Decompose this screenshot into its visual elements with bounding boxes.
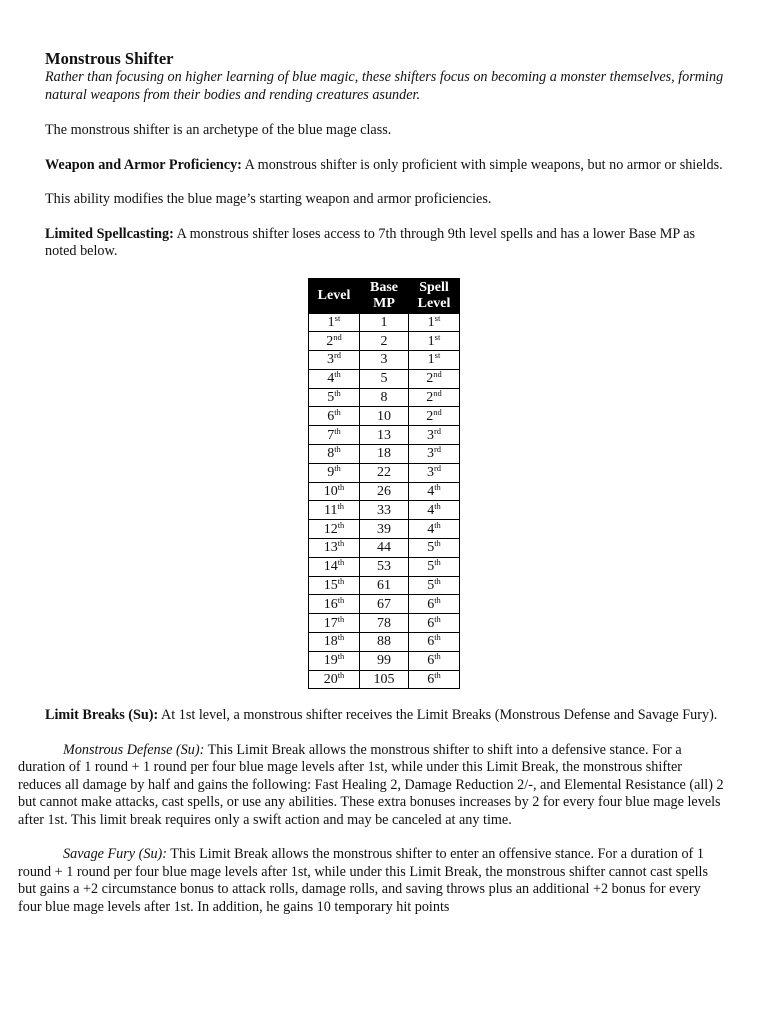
cell-level-suffix: st — [334, 312, 341, 323]
cell-level-suffix: th — [334, 369, 341, 380]
cell-spell-level — [409, 557, 460, 576]
cell-level — [309, 369, 360, 388]
cell-spell-level-value: 2 — [426, 408, 434, 424]
cell-level-suffix: th — [337, 519, 345, 530]
cell-spell-level-value: 6 — [427, 615, 435, 631]
limit-breaks-text: At 1st level, a monstrous shifter receives the Limit Breaks (Monstrous Defense and Savage Fury). — [158, 707, 718, 724]
cell-base-mp — [360, 633, 409, 652]
cell-level-value: 6 — [327, 408, 335, 424]
cell-level-suffix: th — [337, 632, 345, 643]
mp-table-wrapper — [45, 278, 725, 690]
cell-base-mp — [360, 369, 409, 388]
cell-spell-level — [409, 426, 460, 445]
page-title: Monstrous Shifter — [45, 49, 174, 68]
cell-base-mp-value: 13 — [377, 427, 391, 443]
cell-spell-level — [409, 388, 460, 407]
cell-base-mp — [360, 388, 409, 407]
cell-level-suffix: th — [334, 388, 341, 399]
cell-base-mp — [360, 463, 409, 482]
cell-spell-level-suffix: rd — [433, 463, 442, 474]
spellcasting-label: Limited Spellcasting: — [45, 225, 174, 242]
cell-spell-level-value: 1 — [427, 352, 435, 368]
cell-base-mp-value: 67 — [377, 596, 391, 612]
table-header-row — [309, 278, 460, 313]
cell-spell-level — [409, 463, 460, 482]
cell-level-suffix: th — [337, 670, 345, 681]
table-row — [309, 651, 460, 670]
monstrous-defense-label: Monstrous Defense (Su): — [63, 741, 205, 758]
intro-text: Rather than focusing on higher learning of blue magic, these shifters focus on becoming a monster themselves, forming natural weapons from their bodies and rending creatures asunder. — [45, 69, 724, 103]
weapon-proficiency-text: A monstrous shifter is only proficient with simple weapons, but no armor or shields. — [241, 156, 723, 173]
table-row — [309, 633, 460, 652]
cell-base-mp-value: 99 — [377, 653, 391, 669]
cell-base-mp — [360, 332, 409, 351]
limit-breaks-paragraph — [45, 707, 725, 725]
table-row — [309, 351, 460, 370]
cell-level — [309, 557, 360, 576]
cell-spell-level-value: 6 — [427, 634, 435, 650]
monstrous-defense-text: This Limit Break allows the monstrous shifter to shift into a defensive stance. For a duration of 1 round + 1 round per four blue mage levels after 1st, while under this Limit Break, the monstrous shifter reduces all damage by half and gains the following: Fast Healing 2, Damage Reduction 2/-, and Elemental Resistance (all) 2 but cannot make attacks, cast spells, or use any abilities. These extra bonuses increases by 2 for every four blue mage levels after 1st. This limit break requires only a swift action and may be canceled at any time. — [18, 741, 724, 828]
cell-level-suffix: th — [337, 557, 345, 568]
cell-level-value: 14 — [323, 559, 338, 575]
weapon-proficiency-paragraph — [45, 157, 725, 175]
cell-level-value: 7 — [327, 427, 335, 443]
limit-breaks-label: Limit Breaks (Su): — [45, 707, 159, 724]
cell-level — [309, 445, 360, 464]
cell-base-mp — [360, 426, 409, 445]
cell-base-mp — [360, 501, 409, 520]
cell-spell-level-value: 5 — [427, 540, 435, 556]
cell-level — [309, 651, 360, 670]
cell-level-value: 18 — [323, 634, 338, 650]
table-row — [309, 332, 460, 351]
cell-level-value: 3 — [326, 352, 334, 368]
spellcasting-text: A monstrous shifter loses access to 7th through 9th level spells and has a lower Base MP as noted below. — [45, 225, 696, 259]
cell-spell-level — [409, 614, 460, 633]
cell-spell-level-suffix: th — [434, 670, 441, 681]
cell-spell-level — [409, 595, 460, 614]
table-row — [309, 313, 460, 332]
cell-base-mp-value: 105 — [373, 672, 395, 688]
cell-spell-level-suffix: nd — [433, 406, 442, 417]
cell-spell-level-suffix: rd — [433, 444, 442, 455]
cell-base-mp-value: 26 — [377, 484, 391, 500]
cell-base-mp-value: 10 — [377, 408, 391, 424]
cell-base-mp — [360, 670, 409, 689]
cell-level — [309, 520, 360, 539]
cell-level-value: 12 — [323, 521, 338, 537]
cell-level-value: 11 — [323, 502, 338, 518]
cell-level-value: 19 — [323, 653, 338, 669]
cell-level — [309, 670, 360, 689]
cell-base-mp — [360, 539, 409, 558]
cell-base-mp — [360, 557, 409, 576]
cell-level-value: 15 — [323, 578, 338, 594]
cell-spell-level — [409, 351, 460, 370]
cell-spell-level — [409, 651, 460, 670]
cell-spell-level — [409, 369, 460, 388]
cell-spell-level-suffix: th — [434, 613, 441, 624]
cell-spell-level — [409, 539, 460, 558]
cell-spell-level-suffix: st — [434, 312, 441, 323]
cell-level-value: 1 — [327, 314, 335, 330]
cell-spell-level-value: 5 — [427, 578, 435, 594]
cell-level-value: 20 — [323, 672, 338, 688]
cell-base-mp-value: 18 — [377, 446, 391, 462]
cell-level — [309, 482, 360, 501]
cell-spell-level — [409, 501, 460, 520]
cell-spell-level-value: 3 — [426, 465, 434, 481]
cell-base-mp — [360, 482, 409, 501]
cell-spell-level — [409, 633, 460, 652]
table-row — [309, 557, 460, 576]
cell-level-suffix: th — [334, 406, 341, 417]
cell-spell-level-suffix: th — [434, 538, 441, 549]
cell-level-value: 4 — [327, 371, 335, 387]
cell-spell-level-suffix: th — [434, 576, 441, 587]
cell-level — [309, 576, 360, 595]
cell-base-mp-value: 2 — [380, 333, 388, 349]
cell-level-suffix: th — [334, 444, 341, 455]
cell-base-mp-value: 5 — [380, 371, 388, 387]
cell-base-mp — [360, 407, 409, 426]
cell-base-mp — [360, 351, 409, 370]
cell-spell-level-value: 4 — [427, 502, 435, 518]
monstrous-defense-paragraph — [18, 742, 725, 830]
table-row — [309, 426, 460, 445]
cell-spell-level-suffix: th — [434, 519, 441, 530]
cell-spell-level-suffix: st — [434, 331, 441, 342]
table-row — [309, 463, 460, 482]
cell-base-mp — [360, 614, 409, 633]
cell-spell-level — [409, 407, 460, 426]
cell-level — [309, 351, 360, 370]
weapon-proficiency-label: Weapon and Armor Proficiency: — [45, 156, 242, 173]
cell-base-mp — [360, 576, 409, 595]
table-row — [309, 388, 460, 407]
cell-spell-level — [409, 670, 460, 689]
cell-spell-level-value: 6 — [427, 596, 435, 612]
cell-level-suffix: th — [337, 594, 345, 605]
cell-level-value: 8 — [327, 446, 335, 462]
cell-spell-level-suffix: nd — [433, 388, 442, 399]
cell-level — [309, 614, 360, 633]
cell-spell-level-value: 1 — [427, 333, 435, 349]
cell-spell-level-value: 6 — [427, 653, 435, 669]
cell-base-mp-value: 61 — [377, 578, 391, 594]
cell-spell-level-value: 4 — [427, 521, 435, 537]
cell-spell-level-suffix: th — [434, 557, 441, 568]
cell-level-suffix: th — [334, 463, 341, 474]
cell-base-mp-value: 33 — [377, 502, 391, 518]
cell-spell-level — [409, 576, 460, 595]
cell-level — [309, 501, 360, 520]
cell-base-mp — [360, 595, 409, 614]
document-page — [18, 49, 725, 933]
table-row — [309, 614, 460, 633]
cell-level-suffix: th — [337, 482, 345, 493]
table-row — [309, 539, 460, 558]
cell-level — [309, 539, 360, 558]
cell-spell-level-value: 3 — [426, 427, 434, 443]
cell-base-mp — [360, 520, 409, 539]
cell-spell-level-suffix: th — [434, 632, 441, 643]
cell-base-mp-value: 53 — [377, 559, 391, 575]
cell-level-suffix: th — [337, 538, 345, 549]
cell-spell-level — [409, 332, 460, 351]
table-row — [309, 501, 460, 520]
cell-level — [309, 463, 360, 482]
cell-spell-level-value: 5 — [427, 559, 435, 575]
cell-level — [309, 407, 360, 426]
cell-base-mp-value: 1 — [380, 314, 388, 330]
cell-level — [309, 388, 360, 407]
cell-level-suffix: th — [337, 500, 345, 511]
cell-level — [309, 332, 360, 351]
savage-fury-text: This Limit Break allows the monstrous shifter to enter an offensive stance. For a duration of 1 round + 1 round per four blue mage levels after 1st, while under this Limit Break, the monstrous shifter cannot cast spells but gains a +2 circumstance bonus to attack rolls, damage rolls, and saving throws plus an additional +2 bonus for every four blue mage levels after 1st. In addition, he gains 10 temporary hit points — [18, 846, 709, 915]
cell-spell-level-value: 2 — [426, 371, 434, 387]
table-row — [309, 520, 460, 539]
cell-base-mp-value: 22 — [377, 465, 391, 481]
table-row — [309, 670, 460, 689]
cell-spell-level — [409, 313, 460, 332]
cell-level-value: 9 — [327, 465, 335, 481]
cell-level-value: 13 — [323, 540, 338, 556]
cell-base-mp — [360, 651, 409, 670]
spellcasting-paragraph — [45, 226, 725, 261]
cell-spell-level-suffix: rd — [433, 425, 442, 436]
cell-base-mp-value: 44 — [377, 540, 391, 556]
cell-level-value: 10 — [323, 484, 338, 500]
cell-level-suffix: th — [337, 651, 345, 662]
table-row — [309, 482, 460, 501]
cell-spell-level-value: 2 — [426, 390, 434, 406]
table-body — [309, 313, 460, 689]
modifies-note: This ability modifies the blue mage’s starting weapon and armor proficiencies. — [45, 191, 492, 207]
savage-fury-paragraph — [18, 846, 725, 916]
header-level: Level — [309, 278, 360, 313]
cell-spell-level — [409, 520, 460, 539]
cell-level-suffix: rd — [333, 350, 342, 361]
cell-base-mp-value: 78 — [377, 615, 391, 631]
cell-spell-level — [409, 482, 460, 501]
table-row — [309, 576, 460, 595]
savage-fury-label: Savage Fury (Su): — [63, 846, 168, 863]
cell-level-suffix: th — [337, 613, 345, 624]
header-spell-level: Spell Level — [409, 278, 460, 313]
header-base-mp: Base MP — [360, 278, 409, 313]
cell-level-suffix: th — [337, 576, 345, 587]
cell-spell-level-suffix: th — [434, 482, 441, 493]
cell-level-value: 5 — [327, 390, 335, 406]
cell-level-suffix: th — [334, 425, 341, 436]
mp-table — [308, 278, 460, 690]
cell-spell-level-suffix: th — [434, 594, 441, 605]
cell-spell-level — [409, 445, 460, 464]
cell-base-mp-value: 39 — [377, 521, 391, 537]
cell-spell-level-value: 3 — [426, 446, 434, 462]
cell-level — [309, 595, 360, 614]
cell-spell-level-suffix: nd — [433, 369, 442, 380]
table-row — [309, 407, 460, 426]
cell-spell-level-value: 1 — [427, 314, 435, 330]
cell-spell-level-suffix: st — [434, 350, 441, 361]
archetype-note: The monstrous shifter is an archetype of the blue mage class. — [45, 122, 392, 138]
cell-level-value: 16 — [323, 596, 338, 612]
table-row — [309, 445, 460, 464]
table-row — [309, 369, 460, 388]
cell-level — [309, 426, 360, 445]
cell-base-mp — [360, 445, 409, 464]
cell-base-mp-value: 3 — [380, 352, 388, 368]
cell-spell-level-value: 4 — [427, 484, 435, 500]
cell-base-mp-value: 8 — [380, 390, 388, 406]
cell-spell-level-value: 6 — [427, 672, 435, 688]
cell-level-value: 2 — [326, 333, 334, 349]
cell-spell-level-suffix: th — [434, 500, 441, 511]
cell-level-value: 17 — [323, 615, 338, 631]
cell-level — [309, 633, 360, 652]
cell-level — [309, 313, 360, 332]
cell-base-mp — [360, 313, 409, 332]
cell-base-mp-value: 88 — [377, 634, 391, 650]
cell-spell-level-suffix: th — [434, 651, 441, 662]
cell-level-suffix: nd — [333, 331, 342, 342]
table-row — [309, 595, 460, 614]
